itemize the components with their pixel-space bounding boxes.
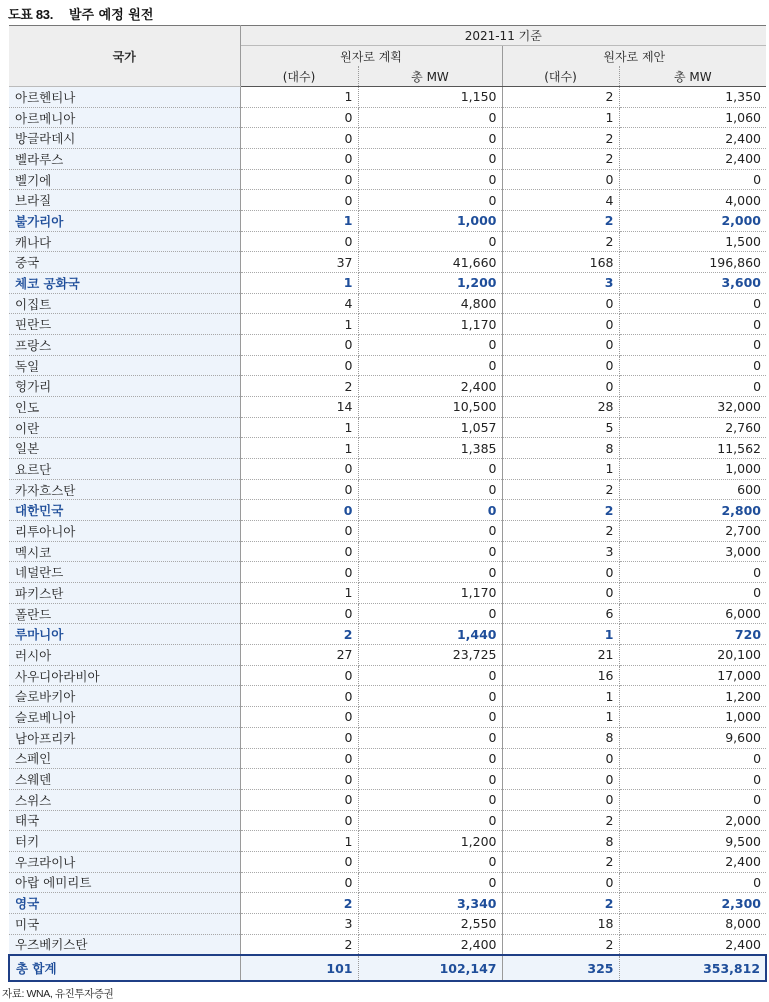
proposal-mw-cell: 1,200 bbox=[619, 686, 766, 707]
plan-mw-cell: 0 bbox=[358, 355, 502, 376]
table-row bbox=[9, 417, 766, 438]
proposal-units-cell: 1 bbox=[502, 624, 619, 645]
proposal-units-cell: 0 bbox=[502, 789, 619, 810]
table-row bbox=[9, 314, 766, 335]
proposal-mw-cell: 2,400 bbox=[619, 851, 766, 872]
proposal-mw-cell: 1,500 bbox=[619, 231, 766, 252]
proposal-mw-cell: 2,400 bbox=[619, 934, 766, 955]
country-cell: 방글라데시 bbox=[9, 128, 240, 149]
plan-units-cell: 27 bbox=[240, 645, 358, 666]
table-row bbox=[9, 459, 766, 480]
plan-mw-cell: 3,340 bbox=[358, 893, 502, 914]
proposal-mw-cell: 3,000 bbox=[619, 541, 766, 562]
country-cell: 러시아 bbox=[9, 645, 240, 666]
table-row bbox=[9, 211, 766, 232]
proposal-units-cell: 0 bbox=[502, 355, 619, 376]
plan-units-header: (대수) bbox=[240, 66, 358, 87]
proposal-mw-cell: 1,000 bbox=[619, 459, 766, 480]
plan-units-cell: 0 bbox=[240, 355, 358, 376]
country-cell: 불가리아 bbox=[9, 211, 240, 232]
plan-mw-cell: 1,150 bbox=[358, 87, 502, 108]
plan-mw-cell: 0 bbox=[358, 810, 502, 831]
plan-mw-cell: 0 bbox=[358, 707, 502, 728]
period-header: 2021-11 기준 bbox=[240, 26, 766, 46]
plan-mw-cell: 2,400 bbox=[358, 934, 502, 955]
country-cell: 체코 공화국 bbox=[9, 273, 240, 294]
plan-units-cell: 1 bbox=[240, 583, 358, 604]
table-row bbox=[9, 913, 766, 934]
proposal-mw-cell: 0 bbox=[619, 583, 766, 604]
table-row bbox=[9, 231, 766, 252]
proposal-units-cell: 2 bbox=[502, 851, 619, 872]
proposal-units-cell: 2 bbox=[502, 231, 619, 252]
proposal-units-cell: 1 bbox=[502, 707, 619, 728]
country-cell: 스위스 bbox=[9, 789, 240, 810]
country-cell: 사우디아라비아 bbox=[9, 665, 240, 686]
country-cell: 스웨덴 bbox=[9, 769, 240, 790]
proposal-mw-cell: 32,000 bbox=[619, 397, 766, 418]
table-row bbox=[9, 293, 766, 314]
proposal-mw-cell: 4,000 bbox=[619, 190, 766, 211]
plan-group-header: 원자로 계획 bbox=[240, 46, 502, 67]
country-cell: 대한민국 bbox=[9, 500, 240, 521]
plan-units-cell: 2 bbox=[240, 934, 358, 955]
plan-mw-cell: 0 bbox=[358, 769, 502, 790]
plan-units-cell: 37 bbox=[240, 252, 358, 273]
proposal-units-cell: 0 bbox=[502, 376, 619, 397]
table-row bbox=[9, 521, 766, 542]
plan-units-cell: 1 bbox=[240, 314, 358, 335]
country-cell: 슬로바키아 bbox=[9, 686, 240, 707]
plan-mw-cell: 0 bbox=[358, 500, 502, 521]
plan-units-cell: 1 bbox=[240, 417, 358, 438]
table-row bbox=[9, 624, 766, 645]
proposal-mw-cell: 0 bbox=[619, 293, 766, 314]
proposal-mw-cell: 2,760 bbox=[619, 417, 766, 438]
total-proposal-mw: 353,812 bbox=[619, 955, 766, 981]
plan-mw-cell: 1,057 bbox=[358, 417, 502, 438]
table-row bbox=[9, 934, 766, 955]
table-title bbox=[8, 3, 153, 23]
country-cell: 우즈베키스탄 bbox=[9, 934, 240, 955]
proposal-units-cell: 28 bbox=[502, 397, 619, 418]
table-row bbox=[9, 810, 766, 831]
proposal-mw-cell: 0 bbox=[619, 562, 766, 583]
table-row bbox=[9, 789, 766, 810]
table-row bbox=[9, 645, 766, 666]
figure-number: 도표 83. bbox=[8, 6, 53, 22]
proposal-units-cell: 0 bbox=[502, 769, 619, 790]
title-text: 발주 예정 원전 bbox=[69, 7, 154, 23]
table-row bbox=[9, 562, 766, 583]
plan-units-cell: 1 bbox=[240, 211, 358, 232]
plan-units-cell: 0 bbox=[240, 335, 358, 356]
plan-units-cell: 0 bbox=[240, 789, 358, 810]
table-row bbox=[9, 252, 766, 273]
plan-units-cell: 0 bbox=[240, 769, 358, 790]
plan-units-cell: 0 bbox=[240, 128, 358, 149]
plan-mw-header: 총 MW bbox=[358, 66, 502, 87]
plan-mw-cell: 0 bbox=[358, 789, 502, 810]
proposal-units-cell: 0 bbox=[502, 293, 619, 314]
country-cell: 핀란드 bbox=[9, 314, 240, 335]
proposal-mw-cell: 196,860 bbox=[619, 252, 766, 273]
plan-mw-cell: 0 bbox=[358, 190, 502, 211]
country-cell: 이집트 bbox=[9, 293, 240, 314]
proposal-units-cell: 4 bbox=[502, 190, 619, 211]
proposal-units-cell: 1 bbox=[502, 107, 619, 128]
table-row bbox=[9, 479, 766, 500]
country-cell: 태국 bbox=[9, 810, 240, 831]
proposal-mw-cell: 2,000 bbox=[619, 810, 766, 831]
plan-mw-cell: 0 bbox=[358, 149, 502, 170]
country-cell: 루마니아 bbox=[9, 624, 240, 645]
plan-mw-cell: 1,000 bbox=[358, 211, 502, 232]
country-cell: 일본 bbox=[9, 438, 240, 459]
plan-units-cell: 0 bbox=[240, 665, 358, 686]
plan-mw-cell: 0 bbox=[358, 231, 502, 252]
proposal-units-cell: 2 bbox=[502, 893, 619, 914]
proposal-mw-cell: 11,562 bbox=[619, 438, 766, 459]
plan-mw-cell: 0 bbox=[358, 521, 502, 542]
total-plan-units: 101 bbox=[240, 955, 358, 981]
country-cell: 카자흐스탄 bbox=[9, 479, 240, 500]
proposal-mw-cell: 17,000 bbox=[619, 665, 766, 686]
table-row bbox=[9, 335, 766, 356]
proposal-units-cell: 2 bbox=[502, 810, 619, 831]
plan-units-cell: 1 bbox=[240, 438, 358, 459]
plan-units-cell: 0 bbox=[240, 190, 358, 211]
plan-units-cell: 0 bbox=[240, 727, 358, 748]
proposal-units-cell: 5 bbox=[502, 417, 619, 438]
total-label: 총 합계 bbox=[9, 955, 240, 981]
table-row bbox=[9, 273, 766, 294]
proposal-mw-cell: 2,800 bbox=[619, 500, 766, 521]
country-cell: 캐나다 bbox=[9, 231, 240, 252]
proposal-mw-cell: 2,700 bbox=[619, 521, 766, 542]
proposal-units-cell: 0 bbox=[502, 748, 619, 769]
country-cell: 독일 bbox=[9, 355, 240, 376]
table-row bbox=[9, 769, 766, 790]
proposal-units-cell: 2 bbox=[502, 128, 619, 149]
country-cell: 아르헨티나 bbox=[9, 87, 240, 108]
table-row bbox=[9, 438, 766, 459]
proposal-units-cell: 8 bbox=[502, 438, 619, 459]
table-header bbox=[9, 26, 766, 87]
plan-mw-cell: 0 bbox=[358, 665, 502, 686]
plan-mw-cell: 0 bbox=[358, 727, 502, 748]
proposal-mw-cell: 0 bbox=[619, 169, 766, 190]
proposal-mw-header: 총 MW bbox=[619, 66, 766, 87]
total-proposal-units: 325 bbox=[502, 955, 619, 981]
plan-units-cell: 0 bbox=[240, 603, 358, 624]
proposal-mw-cell: 2,400 bbox=[619, 149, 766, 170]
plan-mw-cell: 0 bbox=[358, 459, 502, 480]
plan-mw-cell: 0 bbox=[358, 851, 502, 872]
country-cell: 아르메니아 bbox=[9, 107, 240, 128]
table-row bbox=[9, 748, 766, 769]
plan-mw-cell: 0 bbox=[358, 335, 502, 356]
plan-mw-cell: 0 bbox=[358, 541, 502, 562]
proposal-mw-cell: 8,000 bbox=[619, 913, 766, 934]
table-row bbox=[9, 603, 766, 624]
country-cell: 폴란드 bbox=[9, 603, 240, 624]
proposal-mw-cell: 9,600 bbox=[619, 727, 766, 748]
plan-mw-cell: 0 bbox=[358, 128, 502, 149]
country-cell: 인도 bbox=[9, 397, 240, 418]
table-row bbox=[9, 893, 766, 914]
proposal-mw-cell: 0 bbox=[619, 376, 766, 397]
plan-units-cell: 0 bbox=[240, 479, 358, 500]
proposal-group-header: 원자로 제안 bbox=[502, 46, 766, 67]
plan-mw-cell: 1,200 bbox=[358, 831, 502, 852]
plan-mw-cell: 0 bbox=[358, 748, 502, 769]
table-row bbox=[9, 128, 766, 149]
plan-units-cell: 0 bbox=[240, 500, 358, 521]
source-note: 자료: WNA, 유진투자증권 bbox=[2, 988, 114, 1000]
proposal-units-cell: 2 bbox=[502, 934, 619, 955]
country-cell: 파키스탄 bbox=[9, 583, 240, 604]
proposal-units-cell: 0 bbox=[502, 169, 619, 190]
plan-mw-cell: 0 bbox=[358, 107, 502, 128]
table-row bbox=[9, 872, 766, 893]
proposal-mw-cell: 1,000 bbox=[619, 707, 766, 728]
proposal-mw-cell: 1,350 bbox=[619, 87, 766, 108]
plan-units-cell: 0 bbox=[240, 521, 358, 542]
plan-units-cell: 0 bbox=[240, 810, 358, 831]
plan-mw-cell: 0 bbox=[358, 872, 502, 893]
country-cell: 요르단 bbox=[9, 459, 240, 480]
plan-units-cell: 0 bbox=[240, 459, 358, 480]
plan-mw-cell: 0 bbox=[358, 169, 502, 190]
proposal-mw-cell: 2,300 bbox=[619, 893, 766, 914]
proposal-units-cell: 1 bbox=[502, 686, 619, 707]
proposal-units-cell: 0 bbox=[502, 872, 619, 893]
plan-units-cell: 0 bbox=[240, 872, 358, 893]
proposal-mw-cell: 9,500 bbox=[619, 831, 766, 852]
total-row bbox=[9, 955, 766, 981]
plan-units-cell: 1 bbox=[240, 273, 358, 294]
plan-mw-cell: 1,170 bbox=[358, 583, 502, 604]
plan-units-cell: 14 bbox=[240, 397, 358, 418]
country-cell: 슬로베니아 bbox=[9, 707, 240, 728]
proposal-units-cell: 8 bbox=[502, 727, 619, 748]
proposal-mw-cell: 0 bbox=[619, 872, 766, 893]
proposal-units-cell: 0 bbox=[502, 583, 619, 604]
proposal-mw-cell: 0 bbox=[619, 314, 766, 335]
proposal-mw-cell: 2,400 bbox=[619, 128, 766, 149]
plan-units-cell: 0 bbox=[240, 149, 358, 170]
table-row bbox=[9, 665, 766, 686]
country-cell: 멕시코 bbox=[9, 541, 240, 562]
plan-mw-cell: 0 bbox=[358, 686, 502, 707]
table-row bbox=[9, 831, 766, 852]
plan-units-cell: 3 bbox=[240, 913, 358, 934]
plan-units-cell: 0 bbox=[240, 851, 358, 872]
proposal-mw-cell: 1,060 bbox=[619, 107, 766, 128]
proposal-units-cell: 6 bbox=[502, 603, 619, 624]
table-row bbox=[9, 87, 766, 108]
plan-mw-cell: 1,440 bbox=[358, 624, 502, 645]
planned-reactors-table bbox=[8, 25, 767, 982]
proposal-units-cell: 2 bbox=[502, 211, 619, 232]
table-row bbox=[9, 583, 766, 604]
country-cell: 리투아니아 bbox=[9, 521, 240, 542]
country-cell: 헝가리 bbox=[9, 376, 240, 397]
country-column-header: 국가 bbox=[9, 26, 240, 87]
plan-units-cell: 0 bbox=[240, 748, 358, 769]
country-cell: 벨기에 bbox=[9, 169, 240, 190]
plan-units-cell: 0 bbox=[240, 707, 358, 728]
plan-units-cell: 0 bbox=[240, 169, 358, 190]
proposal-units-cell: 3 bbox=[502, 273, 619, 294]
table-row bbox=[9, 707, 766, 728]
table-row bbox=[9, 500, 766, 521]
proposal-units-header: (대수) bbox=[502, 66, 619, 87]
total-plan-mw: 102,147 bbox=[358, 955, 502, 981]
proposal-units-cell: 2 bbox=[502, 500, 619, 521]
country-cell: 브라질 bbox=[9, 190, 240, 211]
plan-mw-cell: 1,170 bbox=[358, 314, 502, 335]
proposal-units-cell: 0 bbox=[502, 335, 619, 356]
country-cell: 중국 bbox=[9, 252, 240, 273]
proposal-units-cell: 2 bbox=[502, 149, 619, 170]
plan-mw-cell: 0 bbox=[358, 479, 502, 500]
country-cell: 우크라이나 bbox=[9, 851, 240, 872]
plan-mw-cell: 2,400 bbox=[358, 376, 502, 397]
table-row bbox=[9, 107, 766, 128]
country-cell: 스페인 bbox=[9, 748, 240, 769]
proposal-units-cell: 2 bbox=[502, 479, 619, 500]
plan-units-cell: 0 bbox=[240, 562, 358, 583]
plan-units-cell: 0 bbox=[240, 686, 358, 707]
plan-mw-cell: 1,200 bbox=[358, 273, 502, 294]
proposal-mw-cell: 720 bbox=[619, 624, 766, 645]
table-row bbox=[9, 541, 766, 562]
proposal-mw-cell: 0 bbox=[619, 789, 766, 810]
country-cell: 프랑스 bbox=[9, 335, 240, 356]
plan-units-cell: 0 bbox=[240, 231, 358, 252]
country-cell: 이란 bbox=[9, 417, 240, 438]
proposal-units-cell: 8 bbox=[502, 831, 619, 852]
table-row bbox=[9, 851, 766, 872]
table-row bbox=[9, 727, 766, 748]
plan-mw-cell: 23,725 bbox=[358, 645, 502, 666]
plan-units-cell: 4 bbox=[240, 293, 358, 314]
plan-mw-cell: 1,385 bbox=[358, 438, 502, 459]
plan-mw-cell: 0 bbox=[358, 603, 502, 624]
plan-mw-cell: 2,550 bbox=[358, 913, 502, 934]
country-cell: 미국 bbox=[9, 913, 240, 934]
plan-units-cell: 2 bbox=[240, 893, 358, 914]
proposal-units-cell: 0 bbox=[502, 314, 619, 335]
proposal-mw-cell: 6,000 bbox=[619, 603, 766, 624]
plan-units-cell: 2 bbox=[240, 624, 358, 645]
table-row bbox=[9, 355, 766, 376]
proposal-mw-cell: 600 bbox=[619, 479, 766, 500]
table-row bbox=[9, 149, 766, 170]
proposal-mw-cell: 3,600 bbox=[619, 273, 766, 294]
proposal-mw-cell: 2,000 bbox=[619, 211, 766, 232]
proposal-mw-cell: 0 bbox=[619, 355, 766, 376]
country-cell: 영국 bbox=[9, 893, 240, 914]
proposal-units-cell: 21 bbox=[502, 645, 619, 666]
table-row bbox=[9, 397, 766, 418]
table-row bbox=[9, 190, 766, 211]
proposal-mw-cell: 0 bbox=[619, 335, 766, 356]
country-cell: 남아프리카 bbox=[9, 727, 240, 748]
proposal-mw-cell: 0 bbox=[619, 748, 766, 769]
country-cell: 네덜란드 bbox=[9, 562, 240, 583]
proposal-units-cell: 2 bbox=[502, 521, 619, 542]
plan-mw-cell: 4,800 bbox=[358, 293, 502, 314]
country-cell: 아랍 에미리트 bbox=[9, 872, 240, 893]
proposal-units-cell: 18 bbox=[502, 913, 619, 934]
plan-units-cell: 1 bbox=[240, 831, 358, 852]
proposal-units-cell: 16 bbox=[502, 665, 619, 686]
table-row bbox=[9, 376, 766, 397]
proposal-units-cell: 3 bbox=[502, 541, 619, 562]
plan-mw-cell: 0 bbox=[358, 562, 502, 583]
country-cell: 벨라루스 bbox=[9, 149, 240, 170]
proposal-units-cell: 0 bbox=[502, 562, 619, 583]
proposal-units-cell: 168 bbox=[502, 252, 619, 273]
proposal-mw-cell: 0 bbox=[619, 769, 766, 790]
country-cell: 터키 bbox=[9, 831, 240, 852]
proposal-units-cell: 1 bbox=[502, 459, 619, 480]
plan-mw-cell: 10,500 bbox=[358, 397, 502, 418]
plan-units-cell: 1 bbox=[240, 87, 358, 108]
plan-units-cell: 0 bbox=[240, 541, 358, 562]
proposal-units-cell: 2 bbox=[502, 87, 619, 108]
proposal-mw-cell: 20,100 bbox=[619, 645, 766, 666]
table-body bbox=[9, 87, 766, 956]
plan-units-cell: 2 bbox=[240, 376, 358, 397]
plan-mw-cell: 41,660 bbox=[358, 252, 502, 273]
plan-units-cell: 0 bbox=[240, 107, 358, 128]
table-row bbox=[9, 169, 766, 190]
table-row bbox=[9, 686, 766, 707]
